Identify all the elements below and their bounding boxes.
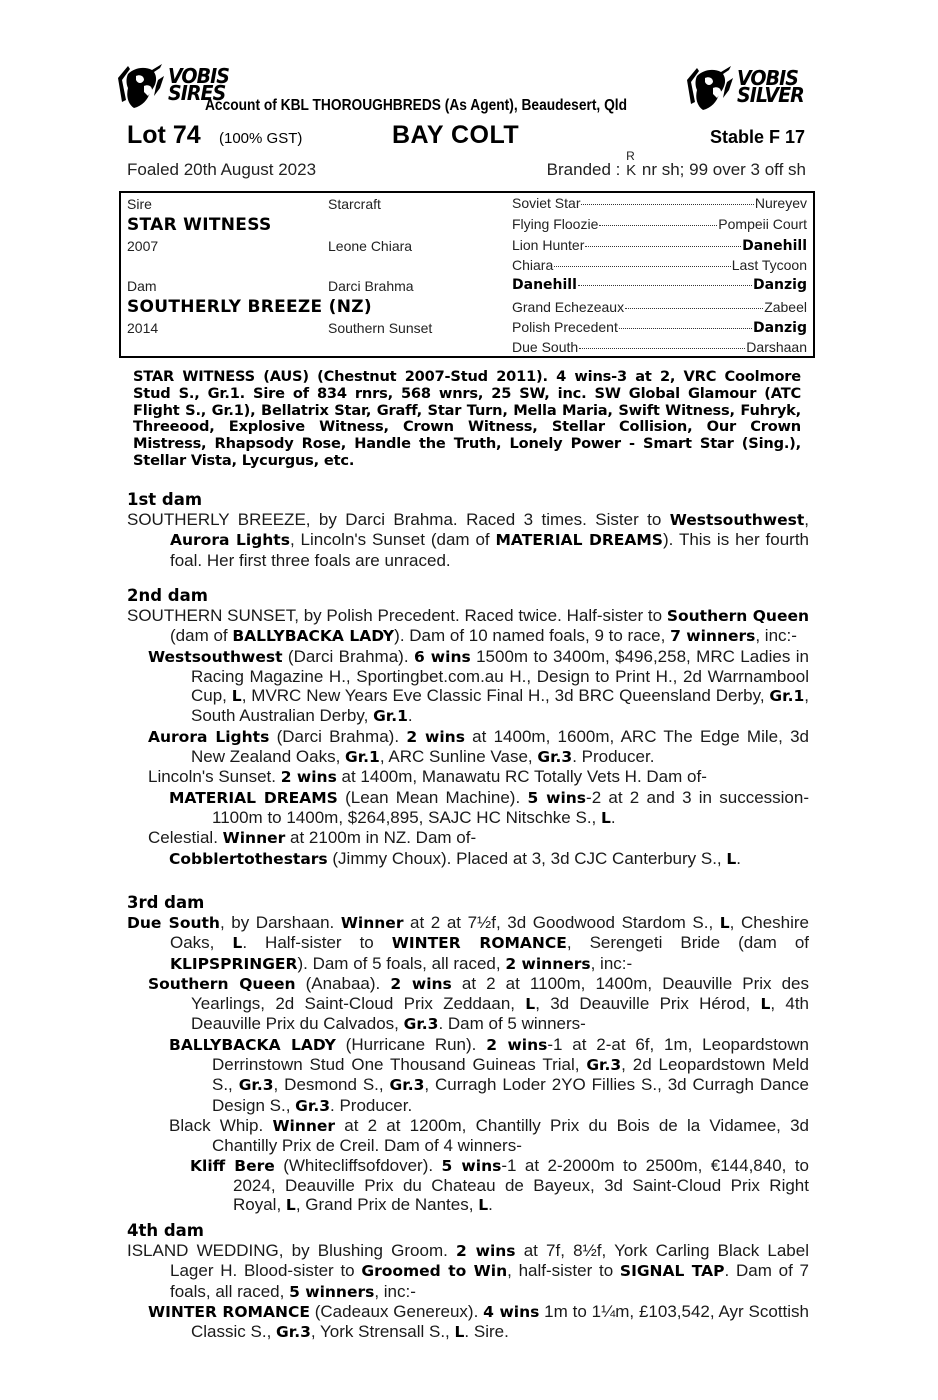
logo-left-line1: VOBIS — [168, 64, 230, 88]
foaled-date: Foaled 20th August 2023 — [127, 160, 317, 179]
sire-year: 2007 — [127, 238, 159, 254]
progeny-entry: Black Whip. Winner at 2 at 1200m, Chantilly Prix du Bois de la Vidamee, 3d Chantilly Prix de Creil. Dam of 4 winners- — [169, 1115, 809, 1156]
section-heading: 3rd dam — [127, 893, 205, 912]
grandparent-row: Chiara Last Tycoon — [512, 257, 807, 273]
branded-label: Branded : — [546, 160, 621, 179]
dam-paragraph: SOUTHERLY BREEZE, by Darci Brahma. Raced 3 times. Sister to Westsouthwest, Aurora Lights, Lincoln's Sunset (dam of MATERIAL DREAMS). This is her fourth foal. Her first three foals are unraced. — [127, 510, 810, 570]
vendor-line: Account of KBL THOROUGHBREDS (As Agent), Beaudesert, Qld — [205, 97, 628, 114]
grandparent-row: Due South Darshaan — [512, 339, 807, 355]
grandparent-row: Lion Hunter Danehill — [512, 237, 807, 254]
section-4th-dam — [127, 1220, 809, 1342]
dam-name: SOUTHERLY BREEZE (NZ) — [127, 297, 372, 317]
section-2nd-dam — [127, 585, 809, 869]
progeny-entry: Cobblertothestars (Jimmy Choux). Placed at 3, 3d CJC Canterbury S., L. — [169, 848, 741, 868]
sire-summary: STAR WITNESS (AUS) (Chestnut 2007-Stud 2011). 4 wins-3 at 2, VRC Coolmore Stud S., Gr.1. Sire of 834 rnrs, 568 wnrs, 25 SW, inc. SW Global Glamour (ATC Flight S., Gr.1), Bellatrix Star, Graff, Star Turn, Mella Maria, Swift Witness, Fuhryk, Threeood, Explosive Witness, Crown Witness, Stellar Collision, Our Crown Mistress, Rhapsody Rose, Handle the Truth, Lonely Power - Smart Star (Sing.), Stellar Vista, Lycurgus, etc. — [133, 368, 801, 469]
section-heading: 4th dam — [127, 1221, 204, 1240]
dam-year: 2014 — [127, 320, 159, 336]
progeny-entry: Westsouthwest (Darci Brahma). 6 wins 1500m to 3400m, $496,258, MRC Ladies in Racing Magazine H., Sportingbet.com.au H., Design to Print H., 2d Warrnambool Cup, L, MVRC New Years Eve Classic Final H., 3d BRC Queensland Derby, Gr.1, South Australian Derby, Gr.1. — [148, 646, 809, 726]
dam-paragraph: ISLAND WEDDING, by Blushing Groom. 2 wins at 7f, 8½f, York Carling Black Label Lager H. Blood-sister to Groomed to Win, half-sister to SIGNAL TAP. Dam of 7 foals, all raced, 5 winners, inc:- — [127, 1241, 810, 1301]
grandparent-row: Polish Precedent Danzig — [512, 319, 807, 336]
lot-line — [127, 121, 807, 153]
dam-paragraph: SOUTHERN SUNSET, by Polish Precedent. Raced twice. Half-sister to Southern Queen (dam of BALLYBACKA LADY). Dam of 10 named foals, 9 to race, 7 winners, inc:- — [127, 606, 810, 646]
brand-mark: R K — [626, 149, 637, 179]
progeny-entry: BALLYBACKA LADY (Hurricane Run). 2 wins-1 at 2-at 6f, 1m, Leopardstown Derrinstown Stud One Thousand Guineas Trial, Gr.3, 2d Leopardstown Meld S., Gr.3, Desmond S., Gr.3, Curragh Loder 2YO Fillies S., 3d Curragh Dance Design S., Gr.3. Producer. — [169, 1034, 810, 1115]
section-3rd-dam — [127, 892, 809, 1215]
progeny-entry: Kliff Bere (Whitecliffsofdover). 5 wins-1 at 2-2000m to 2500m, €144,840, to 2024, Deauville Prix du Chateau de Bayeux, 3d Saint-Cloud Prix Right Royal, L, Grand Prix de Nantes, L. — [190, 1155, 810, 1215]
horse-rider-icon — [114, 60, 166, 110]
dam-sire: Darci Brahma — [328, 278, 414, 294]
branded-text: nr sh; 99 over 3 off sh — [641, 160, 806, 179]
grandparent-row: Danehill Danzig — [512, 277, 807, 293]
progeny-entry: Southern Queen (Anabaa). 2 wins at 2 at 1100m, 1400m, Deauville Prix des Yearlings, 2d Saint-Cloud Prix Zeddaan, L, 3d Deauville Prix Hérod, L, 4th Deauville Prix du Calvados, Gr.3. Dam of 5 winners- — [148, 973, 809, 1034]
gst-note: (100% GST) — [219, 130, 303, 147]
section-1st-dam — [127, 489, 809, 570]
stable-number: Stable F 17 — [709, 127, 805, 147]
grandparent-row: Soviet Star Nureyev — [512, 195, 807, 211]
progeny-entry: MATERIAL DREAMS (Lean Mean Machine). 5 wins-2 at 2 and 3 in succession-1100m to 1400m, $264,895, SAJC HC Nitschke S., L. — [169, 787, 809, 827]
pedigree-table — [119, 191, 815, 358]
sire-sire: Starcraft — [328, 196, 381, 212]
lot-number: Lot 74 — [127, 121, 201, 149]
sire-dam: Leone Chiara — [328, 238, 413, 254]
lot-title: BAY COLT — [392, 121, 520, 149]
dam-label: Dam — [127, 278, 157, 294]
dam-paragraph: Due South, by Darshaan. Winner at 2 at 7½f, 3d Goodwood Stardom S., L, Cheshire Oaks, L. Half-sister to WINTER ROMANCE, Serengeti Bride (dam of KLIPSPRINGER). Dam of 5 foals, all raced, 2 winners, inc:- — [127, 913, 810, 973]
horse-rider-icon — [683, 62, 735, 112]
grandparent-row: Grand Echezeaux Zabeel — [512, 299, 807, 315]
sire-name: STAR WITNESS — [127, 215, 272, 235]
vobis-silver-logo — [683, 62, 807, 112]
dam-dam: Southern Sunset — [328, 320, 433, 336]
grandparent-row: Flying Floozie Pompeii Court — [512, 216, 807, 232]
progeny-entry: Lincoln's Sunset. 2 wins at 1400m, Manawatu RC Totally Vets H. Dam of- — [148, 767, 707, 787]
progeny-entry: WINTER ROMANCE (Cadeaux Genereux). 4 wins 1m to 1¼m, £103,542, Ayr Scottish Classic S., Gr.3, York Strensall S., L. Sire. — [148, 1301, 809, 1342]
progeny-entry: Aurora Lights (Darci Brahma). 2 wins at 1400m, 1600m, ARC The Edge Mile, 3d New Zealand Oaks, Gr.1, ARC Sunline Vase, Gr.3. Producer. — [148, 726, 809, 767]
branded-info — [546, 149, 806, 180]
logo-right-line1: VOBIS — [737, 66, 799, 90]
section-heading: 2nd dam — [127, 586, 208, 605]
sire-label: Sire — [127, 196, 152, 212]
section-heading: 1st dam — [127, 490, 203, 509]
progeny-entry: Celestial. Winner at 2100m in NZ. Dam of- — [148, 828, 477, 848]
logo-left-line2: SIRES — [168, 81, 226, 105]
logo-right-line2: SILVER — [737, 83, 804, 107]
